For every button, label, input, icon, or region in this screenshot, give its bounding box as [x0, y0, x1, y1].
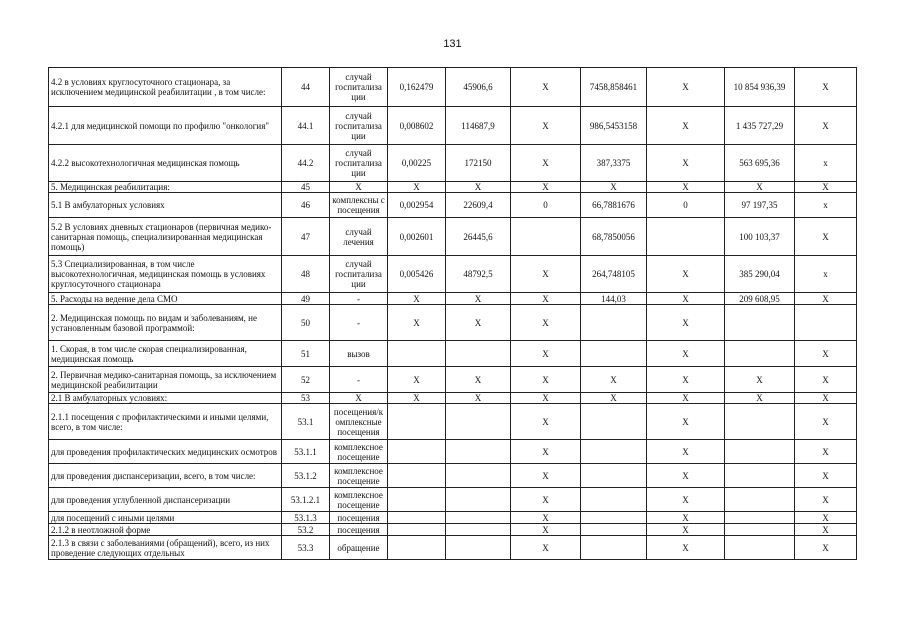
table-cell: Х — [647, 464, 725, 488]
table-cell: 2. Первичная медико-санитарная помощь, за исключением медицинской реабилитации — [49, 367, 282, 393]
table-cell: случай лечения — [330, 218, 388, 256]
table-row — [49, 404, 857, 440]
table-cell: Х — [795, 488, 857, 512]
table-cell: комплексное посещение — [330, 440, 388, 464]
table-cell: Х — [647, 404, 725, 440]
table-cell: Х — [511, 488, 581, 512]
table-cell: Х — [511, 464, 581, 488]
table-cell: 45906,6 — [446, 68, 511, 107]
table-cell — [725, 488, 795, 512]
table-cell: Х — [388, 182, 446, 193]
table-row — [49, 440, 857, 464]
table-cell — [581, 440, 647, 464]
table-row — [49, 107, 857, 145]
table-cell — [388, 536, 446, 560]
table-cell — [446, 464, 511, 488]
table-cell: 2.1.3 в связи с заболеваниями (обращений), всего, из них проведение следующих отдельных — [49, 536, 282, 560]
table-cell: 48 — [282, 256, 330, 293]
table-cell: 5. Медицинская реабилитация: — [49, 182, 282, 193]
table-cell: Х — [511, 404, 581, 440]
table-row — [49, 393, 857, 404]
table-cell — [446, 440, 511, 464]
table-cell: 100 103,37 — [725, 218, 795, 256]
table-cell: Х — [795, 341, 857, 367]
table-cell: 5.1 В амбулаторных условиях — [49, 193, 282, 218]
table-cell: 53.1.1 — [282, 440, 330, 464]
table-cell — [388, 404, 446, 440]
table-cell: для проведения диспансеризации, всего, в том числе: — [49, 464, 282, 488]
table-row — [49, 464, 857, 488]
table-cell: Х — [647, 293, 725, 305]
table-cell — [725, 512, 795, 524]
table-cell: 44 — [282, 68, 330, 107]
table-cell — [725, 536, 795, 560]
table-cell: Х — [511, 393, 581, 404]
table-cell: Х — [511, 536, 581, 560]
table-cell — [388, 341, 446, 367]
table-cell: 49 — [282, 293, 330, 305]
table-cell: 563 695,36 — [725, 145, 795, 182]
table-cell: Х — [388, 393, 446, 404]
table-cell: Х — [647, 305, 725, 341]
table-cell: 46 — [282, 193, 330, 218]
table-cell: Х — [647, 182, 725, 193]
table-cell: Х — [647, 440, 725, 464]
table-cell: 114687,9 — [446, 107, 511, 145]
table-cell: 264,748105 — [581, 256, 647, 293]
table-cell: Х — [511, 182, 581, 193]
table-cell: 53 — [282, 393, 330, 404]
table-cell: Х — [647, 512, 725, 524]
table-cell: Х — [647, 536, 725, 560]
table-cell: Х — [511, 68, 581, 107]
table-row — [49, 256, 857, 293]
table-cell: Х — [511, 367, 581, 393]
table-row — [49, 68, 857, 107]
table-cell: 53.1.2 — [282, 464, 330, 488]
table-row — [49, 536, 857, 560]
table-cell: Х — [511, 256, 581, 293]
table-cell: 144,03 — [581, 293, 647, 305]
table-cell — [725, 524, 795, 536]
table-cell — [725, 305, 795, 341]
table-cell: Х — [795, 218, 857, 256]
table-cell: Х — [511, 293, 581, 305]
table-cell — [647, 218, 725, 256]
table-cell — [446, 536, 511, 560]
table-cell — [388, 440, 446, 464]
table-cell — [581, 305, 647, 341]
table-cell: случай госпитализа ции — [330, 256, 388, 293]
table-cell: Х — [795, 524, 857, 536]
table-cell: Х — [581, 182, 647, 193]
table-cell: Х — [446, 182, 511, 193]
table-cell: Х — [511, 524, 581, 536]
table-cell: 5.2 В условиях дневных стационаров (первичная медико-санитарная помощь, специализированная медицинская помощь) — [49, 218, 282, 256]
table-cell: Х — [330, 182, 388, 193]
table-cell: 97 197,35 — [725, 193, 795, 218]
table-cell — [725, 404, 795, 440]
table-cell — [446, 524, 511, 536]
table-cell — [725, 341, 795, 367]
table-cell: Х — [647, 367, 725, 393]
table-cell: Х — [511, 440, 581, 464]
table-cell: Х — [647, 524, 725, 536]
table-cell: Х — [511, 145, 581, 182]
table-cell: посещения/к омплексные посещения — [330, 404, 388, 440]
table-row — [49, 512, 857, 524]
table-row — [49, 341, 857, 367]
table-cell: обращение — [330, 536, 388, 560]
table-row — [49, 218, 857, 256]
table-cell: 5.3 Специализированная, в том числе высокотехнологичная, медицинская помощь в условиях круглосуточного стационара — [49, 256, 282, 293]
table-cell: Х — [388, 305, 446, 341]
table-cell: Х — [725, 182, 795, 193]
table-cell — [581, 341, 647, 367]
table-cell: 22609,4 — [446, 193, 511, 218]
table-cell — [581, 488, 647, 512]
table-cell — [446, 512, 511, 524]
table-cell: 4.2.1 для медицинской помощи по профилю "онкология" — [49, 107, 282, 145]
page-number: 131 — [443, 38, 462, 50]
table-cell — [581, 464, 647, 488]
table-cell: 68,7850056 — [581, 218, 647, 256]
table-cell: 48792,5 — [446, 256, 511, 293]
table-cell: Х — [725, 393, 795, 404]
table-cell: 7458,858461 — [581, 68, 647, 107]
table-cell — [581, 524, 647, 536]
table-cell: 986,5453158 — [581, 107, 647, 145]
table-cell — [581, 512, 647, 524]
table-cell: Х — [511, 512, 581, 524]
table-cell: Х — [795, 440, 857, 464]
table-cell — [795, 305, 857, 341]
table-cell: 0 — [647, 193, 725, 218]
table-cell — [581, 536, 647, 560]
table-cell — [725, 464, 795, 488]
table-cell: Х — [446, 305, 511, 341]
table-cell: 53.1.3 — [282, 512, 330, 524]
table-cell — [446, 404, 511, 440]
table-cell: Х — [388, 367, 446, 393]
table-cell: 0,002954 — [388, 193, 446, 218]
table-cell: Х — [647, 393, 725, 404]
table-cell: 0,00225 — [388, 145, 446, 182]
table-cell: Х — [446, 393, 511, 404]
table-cell: Х — [795, 404, 857, 440]
table-cell: Х — [330, 393, 388, 404]
table-cell: 47 — [282, 218, 330, 256]
table-cell: случай госпитализа ции — [330, 145, 388, 182]
table-cell: - — [330, 305, 388, 341]
table-cell: 2.1 В амбулаторных условиях: — [49, 393, 282, 404]
table-cell: 50 — [282, 305, 330, 341]
table-cell — [388, 488, 446, 512]
table-cell: комплексны с посещения — [330, 193, 388, 218]
table-cell: Х — [388, 293, 446, 305]
table-cell: Х — [446, 293, 511, 305]
table-cell: 172150 — [446, 145, 511, 182]
table-cell: х — [795, 256, 857, 293]
table-cell: 0 — [511, 193, 581, 218]
table-cell: Х — [795, 536, 857, 560]
table-cell: Х — [511, 341, 581, 367]
table-cell: 4.2.2 высокотехнологичная медицинская помощь — [49, 145, 282, 182]
table-cell: Х — [647, 341, 725, 367]
table-cell: 53.2 — [282, 524, 330, 536]
table-cell — [581, 404, 647, 440]
table-cell: вызов — [330, 341, 388, 367]
table-cell: 53.1.2.1 — [282, 488, 330, 512]
table-cell — [388, 464, 446, 488]
table-cell: Х — [511, 107, 581, 145]
table-cell: посещения — [330, 524, 388, 536]
table-cell: 53.1 — [282, 404, 330, 440]
table-cell: Х — [795, 107, 857, 145]
data-table — [48, 67, 857, 560]
table-cell: Х — [795, 182, 857, 193]
table-cell — [446, 341, 511, 367]
table-cell: Х — [795, 512, 857, 524]
table-cell: для проведения профилактических медицинских осмотров — [49, 440, 282, 464]
table-cell: 4.2 в условиях круглосуточного стационара, за исключением медицинской реабилитации , в том числе: — [49, 68, 282, 107]
table-cell: - — [330, 367, 388, 393]
table-cell — [511, 218, 581, 256]
table-cell: 2. Медицинская помощь по видам и заболеваниям, не установленным базовой программой: — [49, 305, 282, 341]
table-cell: для посещений с иными целями — [49, 512, 282, 524]
table-cell: 0,005426 — [388, 256, 446, 293]
table-cell — [388, 512, 446, 524]
table-cell: 1. Скорая, в том числе скорая специализированная, медицинская помощь — [49, 341, 282, 367]
table-cell: 1 435 727,29 — [725, 107, 795, 145]
table-cell: случай госпитализа ции — [330, 68, 388, 107]
table-cell: посещения — [330, 512, 388, 524]
table-cell: Х — [647, 107, 725, 145]
table-row — [49, 367, 857, 393]
table-cell: Х — [725, 367, 795, 393]
table-cell: 26445,6 — [446, 218, 511, 256]
table-cell: для проведения углубленной диспансеризации — [49, 488, 282, 512]
table-cell: Х — [511, 305, 581, 341]
table-cell: 66,7881676 — [581, 193, 647, 218]
table-cell: 44.1 — [282, 107, 330, 145]
table-cell: Х — [647, 145, 725, 182]
table-cell: 10 854 936,39 — [725, 68, 795, 107]
table-row — [49, 193, 857, 218]
table-cell: х — [795, 145, 857, 182]
table-cell: 53.3 — [282, 536, 330, 560]
table-cell: случай госпитализа ции — [330, 107, 388, 145]
table-cell: х — [795, 193, 857, 218]
table-cell: Х — [795, 367, 857, 393]
table-cell — [388, 524, 446, 536]
table-cell: Х — [795, 293, 857, 305]
table-cell: 0,002601 — [388, 218, 446, 256]
table-cell: 51 — [282, 341, 330, 367]
table-cell — [446, 488, 511, 512]
table-cell: 0,008602 — [388, 107, 446, 145]
table-cell: Х — [795, 393, 857, 404]
table-row — [49, 488, 857, 512]
table-cell: комплексное посещение — [330, 464, 388, 488]
table-cell: Х — [795, 464, 857, 488]
table-cell: комплексное посещение — [330, 488, 388, 512]
table-cell: 2.1.1 посещения с профилактическими и иными целями, всего, в том числе: — [49, 404, 282, 440]
table-cell: Х — [795, 68, 857, 107]
table-cell: 0,162479 — [388, 68, 446, 107]
table-row — [49, 293, 857, 305]
table-cell: Х — [647, 68, 725, 107]
table-cell: 52 — [282, 367, 330, 393]
table-cell: 44.2 — [282, 145, 330, 182]
table-cell: Х — [647, 256, 725, 293]
table-cell: 385 290,04 — [725, 256, 795, 293]
table-cell: 2.1.2 в неотложной форме — [49, 524, 282, 536]
table-cell: Х — [581, 367, 647, 393]
table-cell: 5. Расходы на ведение дела СМО — [49, 293, 282, 305]
table-cell: 45 — [282, 182, 330, 193]
table-row — [49, 305, 857, 341]
table-row — [49, 524, 857, 536]
table-cell: - — [330, 293, 388, 305]
table-cell: Х — [446, 367, 511, 393]
table-row — [49, 145, 857, 182]
table-cell: 209 608,95 — [725, 293, 795, 305]
table-cell: Х — [647, 488, 725, 512]
table-cell: Х — [581, 393, 647, 404]
table-cell: 387,3375 — [581, 145, 647, 182]
table-row — [49, 182, 857, 193]
table-cell — [725, 440, 795, 464]
